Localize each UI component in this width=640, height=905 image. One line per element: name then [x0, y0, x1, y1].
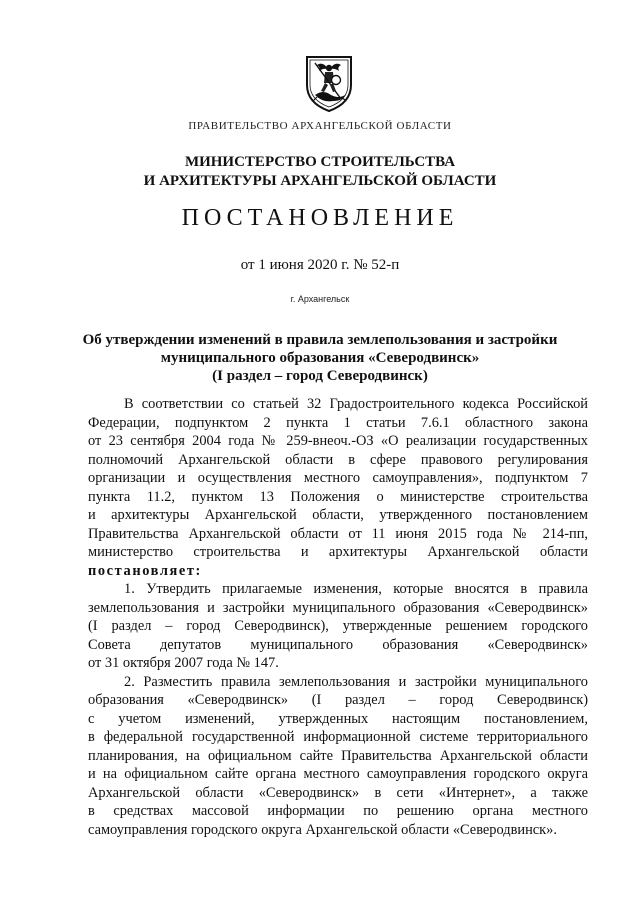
item-2-line: образования «Северодвинск» (I раздел – город Северодвинск): [88, 692, 588, 708]
preamble-line: Федерации, подпунктом 2 пункта 1 статьи 7.6.1 областного закона: [88, 414, 588, 431]
item-1-line: (I раздел – город Северодвинск), утвержденные решением городского: [88, 618, 588, 634]
arkhangelsk-coat-of-arms-icon: [303, 51, 355, 113]
item-2-line: и на официальном сайте органа местного самоуправления городского округа: [88, 766, 588, 782]
ministry-name: [0, 153, 640, 191]
preamble-paragraph: [88, 395, 588, 580]
issue-city: г. Архангельск: [290, 294, 350, 304]
ministry-name-line-2: И АРХИТЕКТУРЫ АРХАНГЕЛЬСКОЙ ОБЛАСТИ: [143, 173, 497, 189]
item-2-line: 2. Разместить правила землепользования и застройки муниципального: [124, 673, 588, 690]
preamble-line: и архитектуры Архангельской области, утвержденного постановлением: [88, 507, 588, 523]
item-2-paragraph: [88, 673, 588, 840]
title-line-2: муниципального образования «Северодвинск»: [160, 350, 480, 366]
preamble-line: пункта 11.2, пунктом 13 Положения о министерстве строительства: [88, 488, 588, 505]
item-1-line: от 31 октября 2007 года № 147.: [88, 655, 279, 671]
preamble-line: организации и осуществления местного самоуправления», подпунктом 7: [88, 470, 588, 486]
title-line-3: (I раздел – город Северодвинск): [212, 368, 428, 384]
preamble-line: министерство строительства и архитектуры Архангельской области: [88, 544, 588, 560]
document-title: [0, 331, 640, 385]
document-type: ПОСТАНОВЛЕНИЕ: [181, 205, 459, 231]
document-date-number: от 1 июня 2020 г. № 52-п: [240, 257, 400, 273]
ministry-name-line-1: МИНИСТЕРСТВО СТРОИТЕЛЬСТВА: [184, 154, 456, 170]
resolves-word: постановляет:: [88, 562, 202, 579]
document-body: [88, 395, 588, 839]
item-1-line: Совета депутатов муниципального образования «Северодвинск»: [88, 636, 588, 653]
item-1-line: землепользования и застройки муниципального образования «Северодвинск»: [88, 599, 588, 616]
preamble-line: от 23 сентября 2004 года № 259-внеоч.-ОЗ «О реализации государственных: [88, 433, 588, 449]
preamble-line: полномочий Архангельской области в сфере правового регулирования: [88, 451, 588, 468]
title-line-1: Об утверждении изменений в правила землепользования и застройки: [82, 332, 558, 348]
preamble-line: В соответствии со статьей 32 Градостроительного кодекса Российской: [124, 396, 588, 412]
preamble-line: Правительства Архангельской области от 11 июня 2015 года № 214-пп,: [88, 525, 588, 542]
government-name: ПРАВИТЕЛЬСТВО АРХАНГЕЛЬСКОЙ ОБЛАСТИ: [188, 120, 452, 132]
item-2-line: в федеральной государственной информационной системе территориального: [88, 729, 588, 745]
item-2-line: с учетом изменений, утвержденных настоящим постановлением,: [88, 710, 588, 727]
item-2-line: в средствах массовой информации по решению органа местного: [88, 803, 588, 819]
item-2-line: Архангельской области «Северодвинск» в сети «Интернет», а также: [88, 784, 588, 801]
item-1-paragraph: [88, 580, 588, 673]
item-2-line: планирования, на официальном сайте Правительства Архангельской области: [88, 747, 588, 764]
item-2-line: самоуправления городского округа Архангельской области «Северодвинск».: [88, 821, 557, 838]
item-1-line: 1. Утвердить прилагаемые изменения, которые вносятся в правила: [124, 581, 588, 597]
